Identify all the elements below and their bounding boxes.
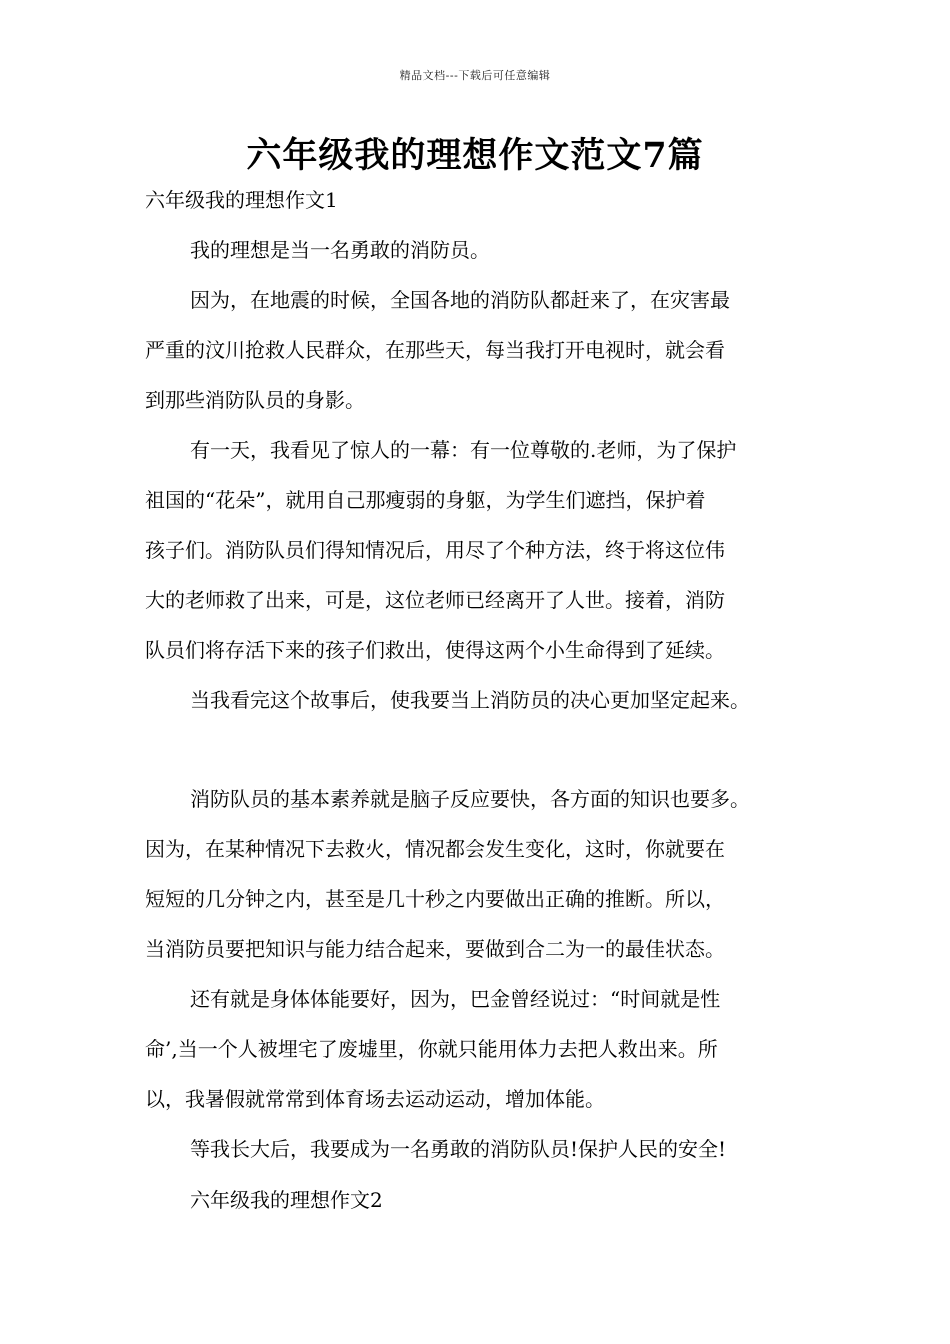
paragraph-line: 当我看完这个故事后，使我要当上消防员的决心更加坚定起来。 bbox=[190, 688, 750, 712]
paragraph-line: 队员们将存活下来的孩子们救出，使得这两个小生命得到了延续。 bbox=[145, 638, 725, 662]
paragraph-line: 因为，在地震的时候，全国各地的消防队都赶来了，在灾害最 bbox=[190, 288, 730, 312]
paragraph-line: 到那些消防队员的身影。 bbox=[145, 388, 365, 412]
paragraph-line: 命’,当一个人被埋宅了废墟里，你就只能用体力去把人救出来。所 bbox=[145, 1037, 718, 1061]
paragraph-line: 因为，在某种情况下去救火，情况都会发生变化，这时，你就要在 bbox=[145, 837, 725, 861]
paragraph-line: 我的理想是当一名勇敢的消防员。 bbox=[190, 238, 490, 262]
paragraph-line: 严重的汶川抢救人民群众，在那些天，每当我打开电视时，就会看 bbox=[145, 338, 725, 362]
paragraph-line: 等我长大后，我要成为一名勇敢的消防队员!保护人民的安全! bbox=[190, 1137, 727, 1161]
paragraph-line: 短短的几分钟之内，甚至是几十秒之内要做出正确的推断。所以， bbox=[145, 887, 725, 911]
paragraph-line: 孩子们。消防队员们得知情况后，用尽了个种方法，终于将这位伟 bbox=[145, 538, 725, 562]
paragraph-line: 祖国的“花朵”，就用自己那瘦弱的身躯，为学生们遮挡，保护着 bbox=[145, 488, 706, 512]
paragraph-line: 当消防员要把知识与能力结合起来，要做到合二为一的最佳状态。 bbox=[145, 937, 725, 961]
section-heading-1: 六年级我的理想作文1 bbox=[145, 188, 338, 212]
paragraph-line: 有一天，我看见了惊人的一幕：有一位尊敬的.老师，为了保护 bbox=[190, 438, 737, 462]
paragraph-line: 还有就是身体体能要好，因为，巴金曾经说过：“时间就是性 bbox=[190, 987, 721, 1011]
section-heading-2: 六年级我的理想作文2 bbox=[190, 1188, 383, 1212]
header-note: 精品文档---下载后可任意编辑 bbox=[399, 69, 551, 82]
document-title: 六年级我的理想作文范文7篇 bbox=[246, 135, 704, 176]
paragraph-line: 消防队员的基本素养就是脑子反应要快，各方面的知识也要多。 bbox=[190, 787, 750, 811]
paragraph-line: 以，我暑假就常常到体育场去运动运动，增加体能。 bbox=[145, 1087, 605, 1111]
paragraph-line: 大的老师救了出来，可是，这位老师已经离开了人世。接着，消防 bbox=[145, 588, 725, 612]
